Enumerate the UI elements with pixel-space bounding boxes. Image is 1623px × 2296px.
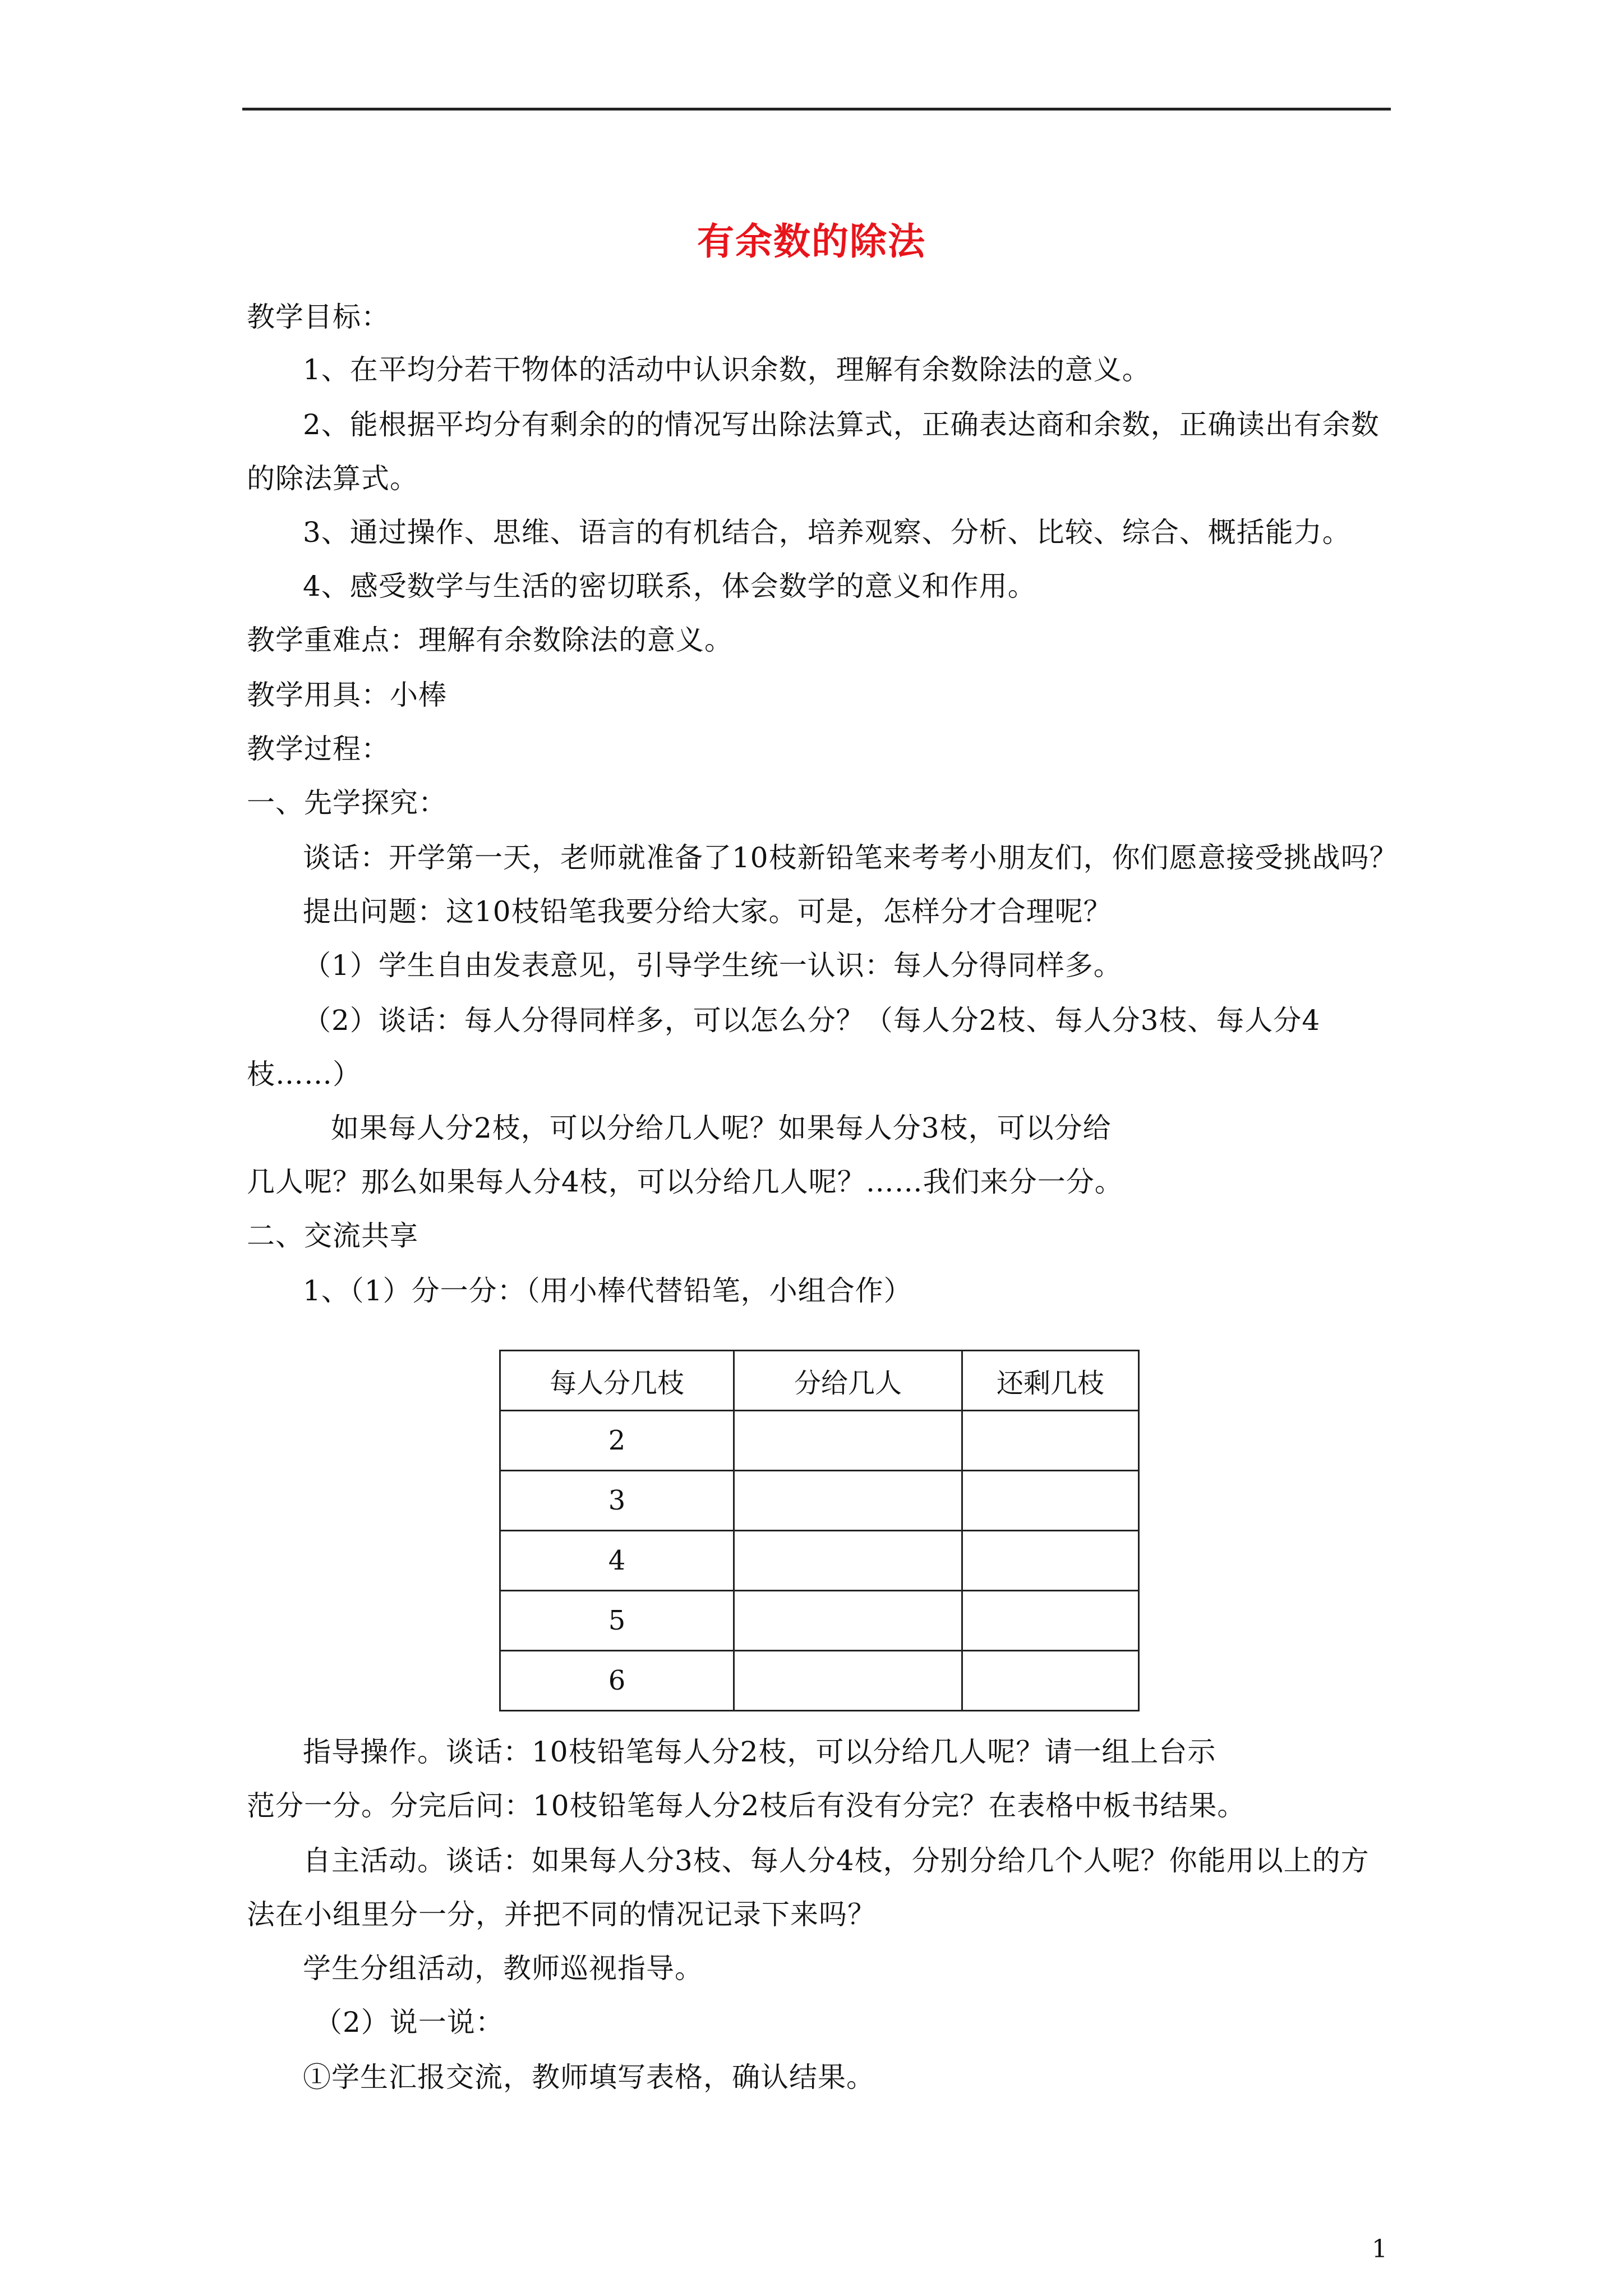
section-heading-process: 教学过程： (247, 733, 390, 765)
document-title: 有余数的除法 (697, 219, 926, 263)
table-cell (734, 1531, 962, 1591)
paragraph-say: （2）说一说： (314, 2006, 504, 2039)
table-row (500, 1411, 1139, 1471)
goal-item-1: 1、在平均分若干物体的活动中认识余数，理解有余数除法的意义。 (303, 353, 1151, 386)
goal-item-3: 3、通过操作、思维、语言的有机结合，培养观察、分析、比较、综合、概括能力。 (303, 516, 1351, 549)
part-two-heading: 二、交流共享 (247, 1220, 418, 1252)
table-header-cell: 还剩几枝 (962, 1351, 1139, 1411)
activity-divide: 1、（1）分一分：（用小棒代替铅笔，小组合作） (303, 1274, 912, 1307)
paragraph-group-activity: 学生分组活动，教师巡视指导。 (303, 1952, 703, 1985)
table-row (500, 1471, 1139, 1531)
table-cell (962, 1591, 1139, 1651)
goal-item-4: 4、感受数学与生活的密切联系，体会数学的意义和作用。 (303, 570, 1036, 602)
paragraph-self-activity-cont: 法在小组里分一分，并把不同的情况记录下来吗？ (247, 1898, 876, 1931)
table-cell (734, 1411, 962, 1471)
table-cell: 2 (500, 1411, 734, 1471)
goal-item-2-cont: 的除法算式。 (247, 462, 418, 495)
table-header-cell: 分给几人 (734, 1351, 962, 1411)
paragraph-step-2-cont: 枝……） (247, 1058, 361, 1091)
table-header-cell: 每人分几枝 (500, 1351, 734, 1411)
table-cell (962, 1411, 1139, 1471)
table-row (500, 1591, 1139, 1651)
paragraph-question: 提出问题：这10枝铅笔我要分给大家。可是，怎样分才合理呢？ (303, 895, 1112, 928)
division-table (499, 1350, 1140, 1711)
paragraph-guided-operation: 指导操作。谈话：10枝铅笔每人分2枝，可以分给几人呢？请一组上台示 (303, 1736, 1216, 1768)
table-header-row (500, 1351, 1139, 1411)
table-cell: 6 (500, 1651, 734, 1711)
paragraph-step-1: （1）学生自由发表意见，引导学生统一认识：每人分得同样多。 (303, 949, 1122, 982)
goal-item-2: 2、能根据平均分有剩余的的情况写出除法算式，正确表达商和余数，正确读出有余数 (303, 408, 1380, 441)
table-cell (962, 1531, 1139, 1591)
table-cell: 4 (500, 1531, 734, 1591)
table-row (500, 1651, 1139, 1711)
section-heading-goals: 教学目标： (247, 301, 390, 333)
paragraph-guided-operation-cont: 范分一分。分完后问：10枝铅笔每人分2枝后有没有分完？在表格中板书结果。 (247, 1789, 1246, 1822)
table-cell: 5 (500, 1591, 734, 1651)
table-cell: 3 (500, 1471, 734, 1531)
table-cell (962, 1651, 1139, 1711)
part-one-heading: 一、先学探究： (247, 786, 447, 819)
teaching-tools: 教学用具：小棒 (247, 679, 447, 711)
page-number: 1 (1372, 2235, 1387, 2263)
table-cell (734, 1471, 962, 1531)
table-cell (734, 1591, 962, 1651)
paragraph-if-each-cont: 几人呢？那么如果每人分4枝，可以分给几人呢？……我们来分一分。 (247, 1166, 1123, 1198)
paragraph-step-2: （2）谈话：每人分得同样多，可以怎么分？（每人分2枝、每人分3枝、每人分4 (303, 1004, 1321, 1037)
paragraph-report: ①学生汇报交流，教师填写表格，确认结果。 (303, 2061, 875, 2093)
paragraph-talk-intro: 谈话：开学第一天，老师就准备了10枝新铅笔来考考小朋友们，你们愿意接受挑战吗？ (303, 841, 1398, 874)
key-difficulty: 教学重难点：理解有余数除法的意义。 (247, 624, 733, 656)
paragraph-self-activity: 自主活动。谈话：如果每人分3枝、每人分4枝，分别分给几个人呢？你能用以上的方 (303, 1844, 1370, 1877)
table-cell (734, 1651, 962, 1711)
paragraph-if-each: 如果每人分2枝，可以分给几人呢？如果每人分3枝，可以分给 (331, 1112, 1112, 1144)
table-row (500, 1531, 1139, 1591)
header-rule (242, 108, 1391, 111)
table-cell (962, 1471, 1139, 1531)
